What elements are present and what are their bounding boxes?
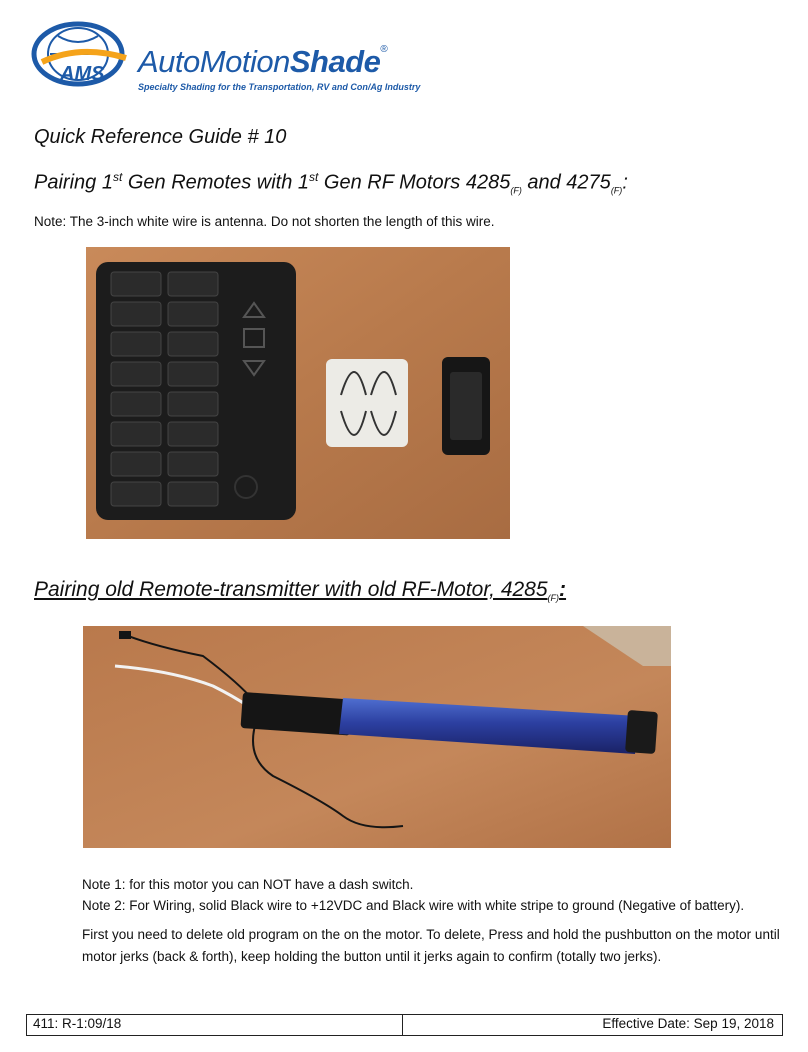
guide-title: Quick Reference Guide # 10 (34, 126, 287, 148)
tube-motor-photo (83, 626, 671, 848)
remotes-photo (86, 247, 510, 539)
antenna-note: Note: The 3-inch white wire is antenna. Do not shorten the length of this wire. (34, 214, 495, 229)
instruction-paragraph: First you need to delete old program on the on the motor. To delete, Press and hold the pushbutton on the motor until motor jerks (back & forth), keep holding the button until it jerks again to confirm (totally two jerks). (82, 927, 780, 964)
keypad-remote (96, 262, 296, 520)
motor-end-cap (625, 710, 658, 754)
section-heading-1: Pairing 1st Gen Remotes with 1st Gen RF Motors $4285_{(F)}$ and $4275_{(F)}$: (34, 170, 628, 196)
brand-tagline: Specialty Shading for the Transportation, RV and Con/Ag Industry (138, 82, 421, 92)
wall-switch-remote (326, 359, 408, 447)
logo-emblem (30, 14, 140, 94)
section-heading-2: Pairing old Remote-transmitter with old RF-Motor, $4285_{(F)}$: (34, 578, 567, 604)
brand-name: AutoMotionShade® (138, 44, 388, 79)
motor-head (240, 692, 352, 736)
footer-table (26, 1014, 783, 1036)
note-2: Note 2: For Wiring, solid Black wire to +12VDC and Black wire with white stripe to ground (Negative of battery). (82, 898, 745, 913)
notes-block (82, 874, 782, 968)
svg-text:AMS: AMS (60, 63, 105, 85)
note-1: Note 1: for this motor you can NOT have a dash switch. (82, 877, 414, 892)
effective-date: Effective Date: Sep 19, 2018 (602, 1016, 774, 1031)
document-revision: 411: R-1:09/18 (27, 1015, 403, 1035)
